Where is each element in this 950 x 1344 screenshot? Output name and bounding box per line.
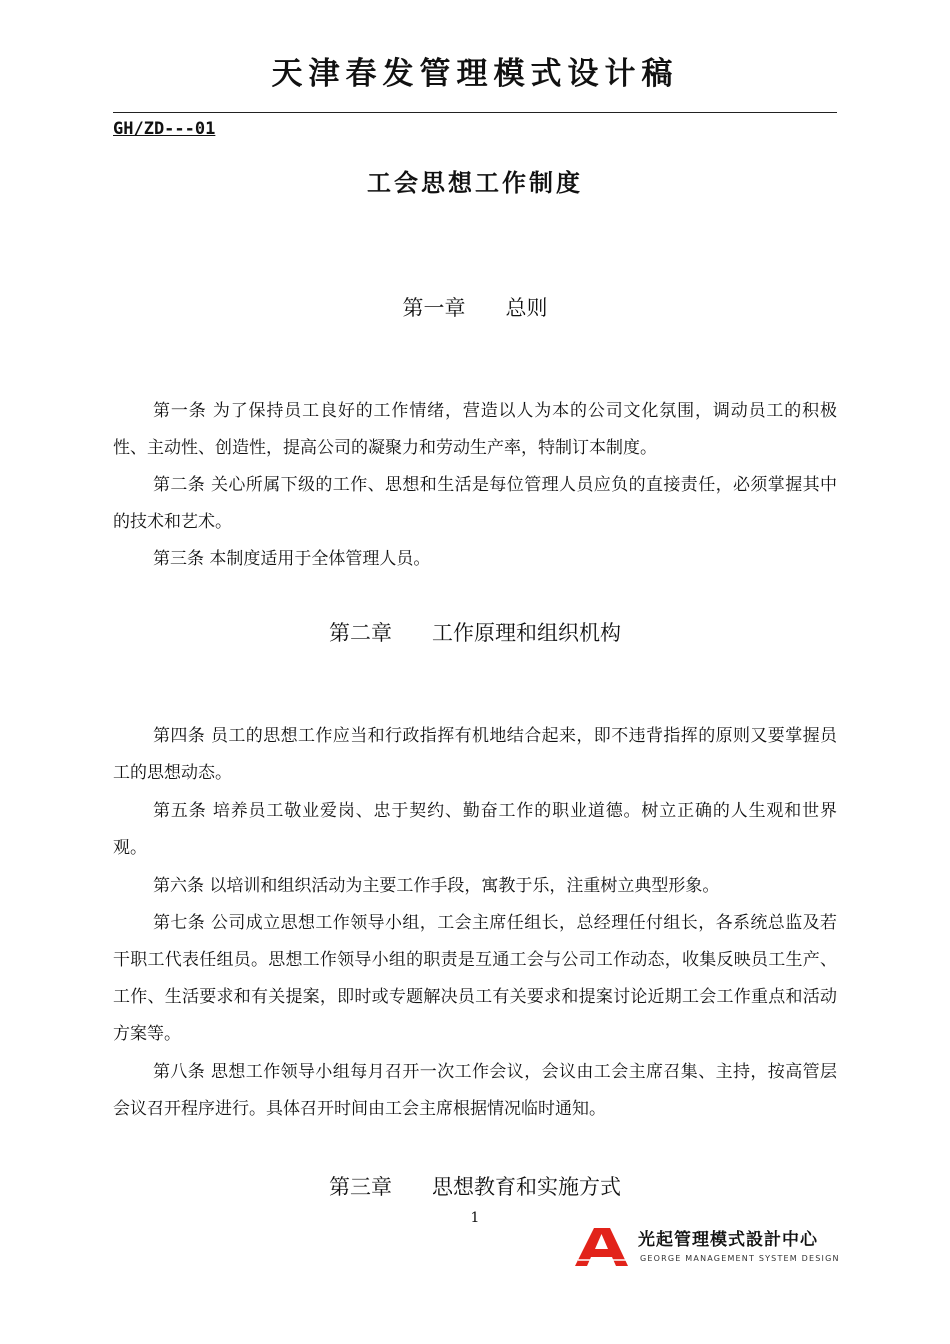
chapter-1-heading: 第一章 总则 — [402, 296, 548, 320]
chapter-2-heading: 第二章 工作原理和组织机构 — [328, 621, 622, 645]
article-1: 第一条 为了保持员工良好的工作情绪，营造以人为本的公司文化氛围，调动员工的积极性、主动性、创造性，提高公司的凝聚力和劳动生产率，特制订本制度。 — [113, 401, 837, 458]
article-5: 第五条 培养员工敬业爱岗、忠于契约、勤奋工作的职业道德。树立正确的人生观和世界观。 — [113, 801, 837, 858]
page-number: 1 — [470, 1210, 480, 1226]
header-title: 天津春发管理模式设计稿 — [271, 56, 679, 92]
document-title: 工会思想工作制度 — [367, 169, 583, 197]
article-4: 第四条 员工的思想工作应当和行政指挥有机地结合起来，即不违背指挥的原则又要掌握员工的思想动态。 — [113, 726, 837, 783]
article-8: 第八条 思想工作领导小组每月召开一次工作会议，会议由工会主席召集、主持，按高管层会议召开程序进行。具体召开时间由工会主席根据情况临时通知。 — [113, 1062, 837, 1119]
article-6: 第六条 以培训和组织活动为主要工作手段，寓教于乐，注重树立典型形象。 — [153, 876, 720, 896]
article-7: 第七条 公司成立思想工作领导小组，工会主席任组长，总经理任付组长，各系统总监及若干职工代表任组员。思想工作领导小组的职责是互通工会与公司工作动态，收集反映员工生产、工作、生活要求和有关提案，即时或专题解决员工有关要求和提案讨论近期工会工作重点和活动方案等。 — [113, 913, 837, 1044]
logo-name: 光起管理模式設計中心 — [638, 1230, 818, 1250]
footer-logo — [574, 1226, 838, 1272]
document-code: GH/ZD---01 — [113, 119, 216, 139]
chapter-3-heading: 第三章 思想教育和实施方式 — [328, 1175, 622, 1199]
logo-subtitle: GEORGE MANAGEMENT SYSTEM DESIGN — [640, 1254, 840, 1263]
article-2: 第二条 关心所属下级的工作、思想和生活是每位管理人员应负的直接责任，必须掌握其中的技术和艺术。 — [113, 475, 837, 532]
header-divider — [113, 112, 837, 113]
article-3: 第三条 本制度适用于全体管理人员。 — [153, 549, 431, 569]
logo-a-mark-icon — [574, 1226, 630, 1268]
